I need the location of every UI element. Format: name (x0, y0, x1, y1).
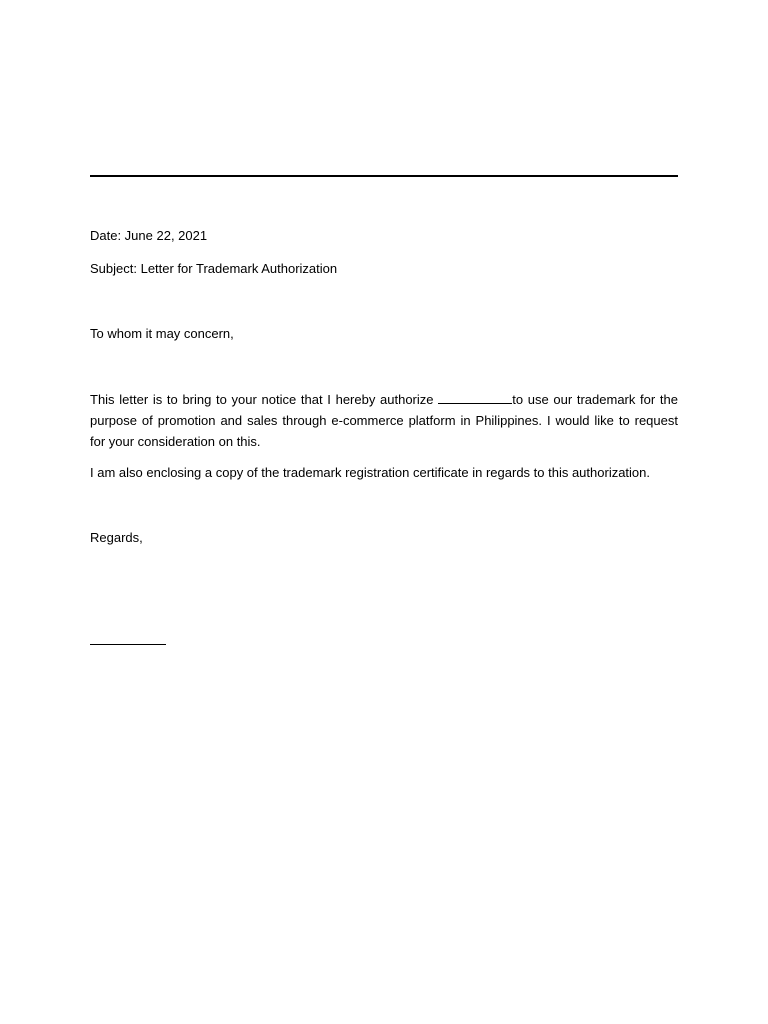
body-text-before-blank: This letter is to bring to your notice that I hereby authorize (90, 392, 439, 407)
letter-date: Date: June 22, 2021 (90, 228, 208, 243)
signature-line (90, 644, 166, 645)
letter-salutation: To whom it may concern, (90, 326, 234, 341)
letter-body-paragraph-1 (90, 389, 678, 452)
header-rule (90, 175, 678, 177)
letter-body-paragraph-2: I am also enclosing a copy of the trademark registration certificate in regards to this authorization. (90, 465, 651, 480)
body-text-after-blank: to use our trademark for the purpose of promotion and sales through e-commerce platform in Philippines. I would like to request for your consideration on this. (90, 392, 678, 449)
letter-closing: Regards, (90, 530, 143, 545)
letter-subject: Subject: Letter for Trademark Authorization (90, 261, 338, 276)
authorized-party-blank (438, 391, 512, 404)
